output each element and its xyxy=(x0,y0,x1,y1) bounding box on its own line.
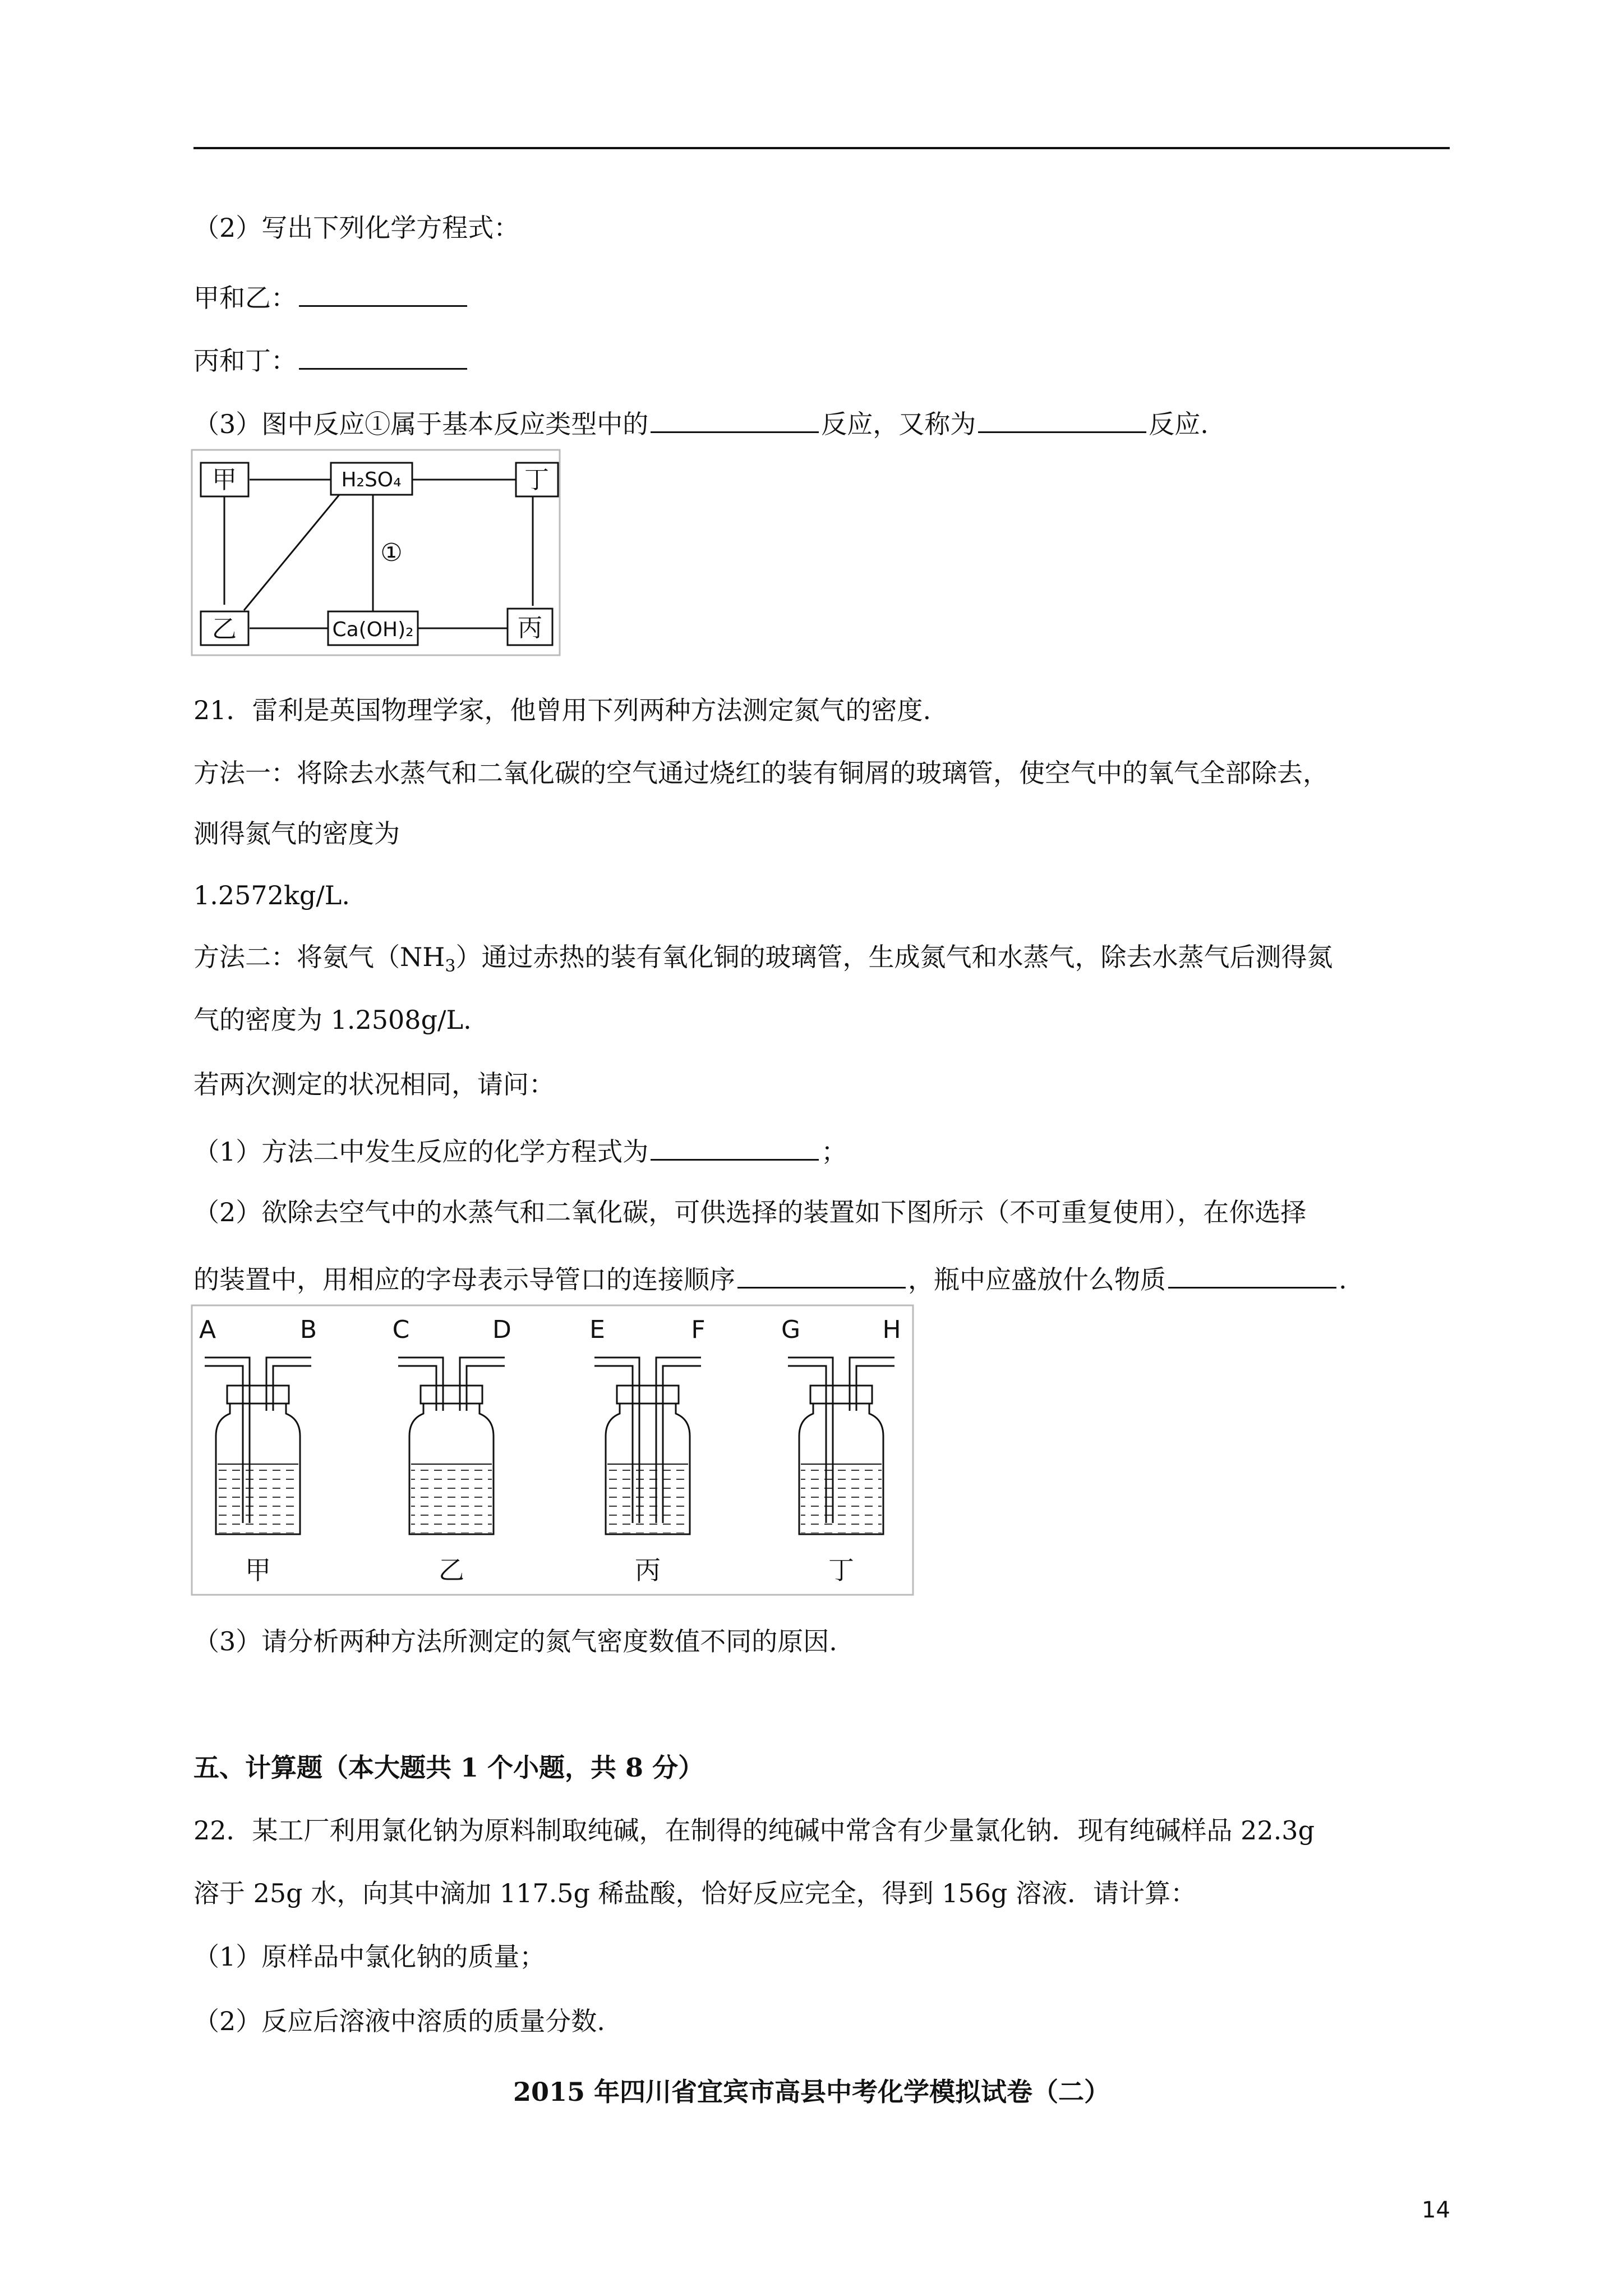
q20-part3-text-c: 反应. xyxy=(1149,409,1209,439)
port-label: G xyxy=(781,1315,801,1344)
q21-method1-line1: 方法一：将除去水蒸气和二氧化碳的空气通过烧红的装有铜屑的玻璃管，使空气中的氧气全部除去， xyxy=(193,758,1329,788)
q20-bing-ding xyxy=(193,343,469,374)
port-label: F xyxy=(691,1315,706,1344)
port-label: C xyxy=(392,1315,410,1344)
answer-blank[interactable] xyxy=(651,1134,819,1161)
bottle-name: 甲 xyxy=(245,1555,271,1585)
q21-method2-text-a: 方法二：将氨气（NH xyxy=(193,942,445,972)
gas-bottle xyxy=(199,1315,317,1585)
bottle-name: 乙 xyxy=(439,1555,464,1585)
nh3-subscript: 3 xyxy=(445,956,456,977)
box-bing: 丙 xyxy=(518,614,542,642)
port-label: D xyxy=(492,1315,511,1344)
box-h2so4: H₂SO₄ xyxy=(341,468,402,491)
q21-sub2-text-a: 的装置中，用相应的字母表示导管口的连接顺序 xyxy=(193,1264,735,1295)
box-ding: 丁 xyxy=(524,466,549,494)
q21-sub3: （3）请分析两种方法所测定的氮气密度数值不同的原因. xyxy=(193,1626,837,1657)
reaction-1-marker: ① xyxy=(380,539,403,567)
gas-bottles-figure xyxy=(191,1304,914,1598)
q21-intro: 21．雷利是英国物理学家，他曾用下列两种方法测定氮气的密度. xyxy=(193,695,932,725)
q20-jia-yi xyxy=(193,280,469,311)
q20-part2: （2）写出下列化学方程式： xyxy=(193,213,520,243)
q21-sub1-text: （1）方法二中发生反应的化学方程式为 xyxy=(193,1137,649,1167)
q22-part1: （1）原样品中氯化钠的质量； xyxy=(193,1941,546,1972)
port-label: A xyxy=(199,1315,216,1344)
box-yi: 乙 xyxy=(212,615,237,643)
box-jia: 甲 xyxy=(212,466,237,494)
q21-method2-line2: 气的密度为 1.2508g/L. xyxy=(193,1005,472,1035)
gas-bottle xyxy=(393,1315,511,1585)
q21-sub2-line1: （2）欲除去空气中的水蒸气和二氧化碳，可供选择的装置如下图所示（不可重复使用），在你选择 xyxy=(193,1197,1307,1227)
q20-part3 xyxy=(193,407,1209,437)
port-label: E xyxy=(589,1315,605,1344)
q21-sub1 xyxy=(193,1134,847,1165)
answer-blank[interactable] xyxy=(299,280,467,307)
answer-blank[interactable] xyxy=(978,407,1146,433)
q21-method1-value: 1.2572kg/L. xyxy=(193,880,350,910)
q22-line2: 溶于 25g 水，向其中滴加 117.5g 稀盐酸，恰好反应完全，得到 156g 溶液．请计算： xyxy=(193,1878,1197,1908)
answer-blank[interactable] xyxy=(651,407,819,433)
q22-line1: 22．某工厂利用氯化钠为原料制取纯碱，在制得的纯碱中常含有少量氯化钠．现有纯碱样品 22.3g xyxy=(193,1815,1315,1846)
page-number: 14 xyxy=(1422,2197,1450,2223)
q22-part2: （2）反应后溶液中溶质的质量分数. xyxy=(193,2006,605,2036)
bottle-name: 丙 xyxy=(635,1555,661,1585)
bottle-name: 丁 xyxy=(828,1555,854,1585)
header-rule xyxy=(193,147,1450,149)
q21-method2-line1 xyxy=(193,944,1332,975)
gas-bottle xyxy=(589,1315,706,1585)
exam-title: 2015 年四川省宜宾市高县中考化学模拟试卷（二） xyxy=(513,2077,1110,2107)
port-label: B xyxy=(299,1315,317,1344)
box-caoh2: Ca(OH)₂ xyxy=(332,618,414,641)
q20-jia-yi-label: 甲和乙： xyxy=(193,283,297,313)
answer-blank[interactable] xyxy=(1168,1262,1336,1289)
q20-bing-ding-label: 丙和丁： xyxy=(193,346,297,376)
q21-method2-text-b: ）通过赤热的装有氧化铜的玻璃管，生成氮气和水蒸气，除去水蒸气后测得氮 xyxy=(455,942,1333,972)
q21-condition: 若两次测定的状况相同，请问： xyxy=(193,1069,555,1099)
q20-part3-text-b: 反应，又称为 xyxy=(821,409,976,439)
q21-method1-line2: 测得氮气的密度为 xyxy=(193,818,400,849)
q20-part3-text-a: （3）图中反应①属于基本反应类型中的 xyxy=(193,409,649,439)
gas-bottle xyxy=(781,1315,901,1585)
q21-sub2-text-b: ，瓶中应盛放什么物质 xyxy=(908,1264,1166,1295)
q21-sub2-line2 xyxy=(193,1262,1347,1295)
section5-title: 五、计算题（本大题共 1 个小题，共 8 分） xyxy=(193,1752,704,1783)
reaction-diagram xyxy=(191,449,561,659)
q21-sub2-end: . xyxy=(1339,1264,1347,1295)
q21-sub1-end: ； xyxy=(821,1137,847,1167)
answer-blank[interactable] xyxy=(737,1262,906,1289)
answer-blank[interactable] xyxy=(299,343,467,370)
port-label: H xyxy=(882,1315,901,1344)
